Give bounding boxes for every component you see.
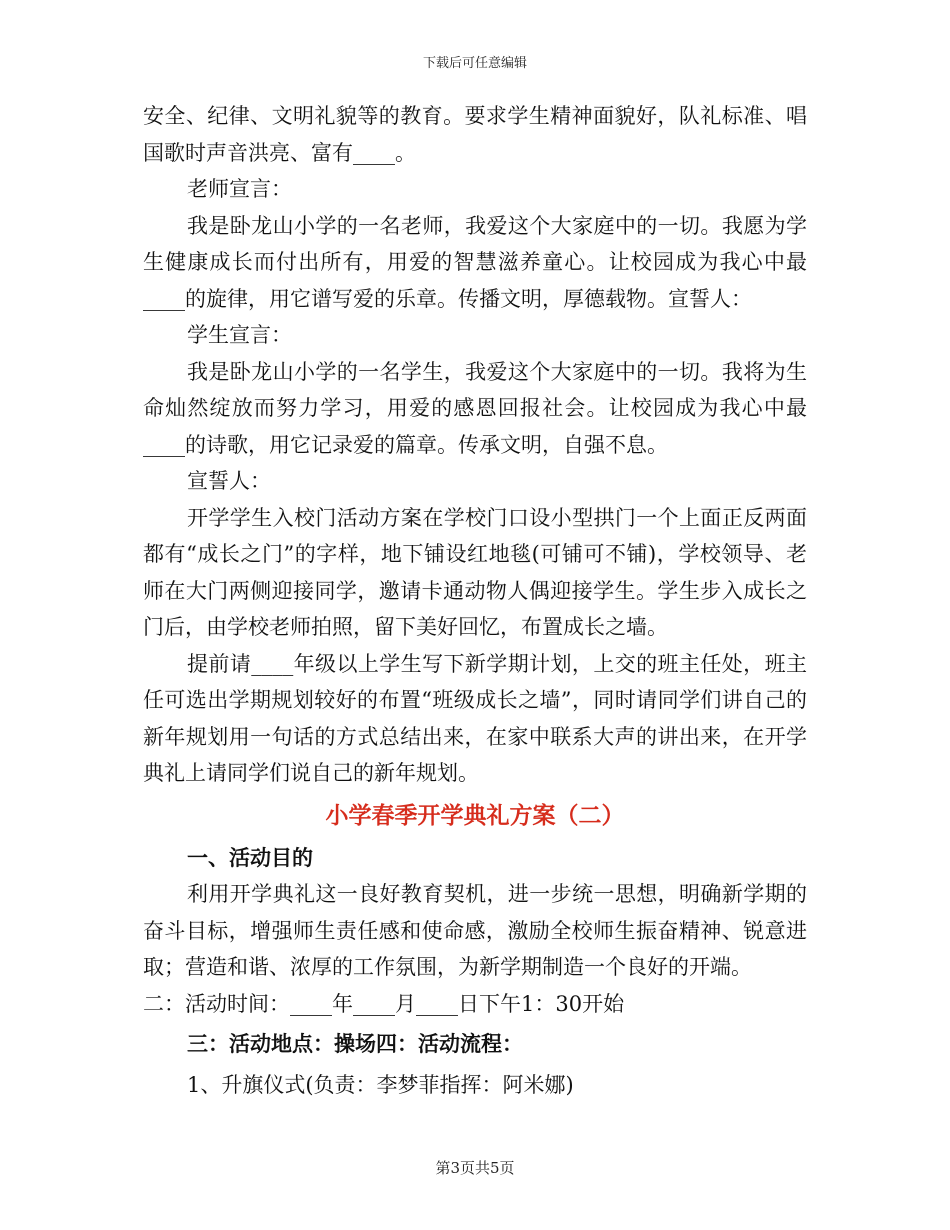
student-oath-text: 我是卧龙山小学的一名学生，我爱这个大家庭中的一切。我将为生命灿然绽放而努力学习，用爱的感恩回报社会。让校园成为我心中最____的诗歌，用它记录爱的篇章。传承文明，自强不息。 <box>143 359 807 457</box>
activity-time: 二：活动时间：____年____月____日下午1：30开始 <box>143 991 625 1016</box>
section-title: 小学春季开学典礼方案（二） <box>325 802 625 829</box>
paragraph: 提前请____年级以上学生写下新学期计划，上交的班主任处，班主任可选出学期规划较好的布置“班级成长之墙”，同时请同学们讲自己的新年规划用一句话的方式总结出来，在家中联系大声的讲出来，在开学典礼上请同学们说自己的新年规划。 <box>143 651 807 785</box>
paragraph: 开学学生入校门活动方案在学校门口设小型拱门一个上面正反两面都有“成长之门”的字样，地下铺设红地毯(可铺可不铺)，学校领导、老师在大门两侧迎接同学，邀请卡通动物人偶迎接学生。学生步入成长之门后，由学校老师拍照，留下美好回忆，布置成长之墙。 <box>143 505 807 639</box>
student-oath-heading: 学生宣言： <box>187 323 292 347</box>
page-header: 下载后可任意编辑 <box>422 56 527 71</box>
section-heading: 三：活动地点：操场四：活动流程： <box>187 1032 523 1056</box>
oath-signer: 宣誓人： <box>187 469 271 493</box>
paragraph: 利用开学典礼这一良好教育契机，进一步统一思想，明确新学期的奋斗目标，增强师生责任感和使命感，激励全校师生振奋精神、锐意进取；营造和谐、浓厚的工作氛围，为新学期制造一个良好的开端。 <box>143 882 807 979</box>
paragraph: 安全、纪律、文明礼貌等的教育。要求学生精神面貌好，队礼标准、唱国歌时声音洪亮、富有____。 <box>143 104 807 165</box>
teacher-oath-text: 我是卧龙山小学的一名老师，我爱这个大家庭中的一切。我愿为学生健康成长而付出所有，用爱的智慧滋养童心。让校园成为我心中最____的旋律，用它谱写爱的乐章。传播文明，厚德载物。宣誓人： <box>143 213 807 311</box>
section-heading: 一、活动目的 <box>187 845 313 870</box>
teacher-oath-heading: 老师宣言： <box>187 177 292 201</box>
page-number: 第3页共5页 <box>435 1159 515 1177</box>
document-body <box>143 98 807 1103</box>
list-item: 1、升旗仪式(负责：李梦菲指挥：阿米娜) <box>187 1072 574 1097</box>
